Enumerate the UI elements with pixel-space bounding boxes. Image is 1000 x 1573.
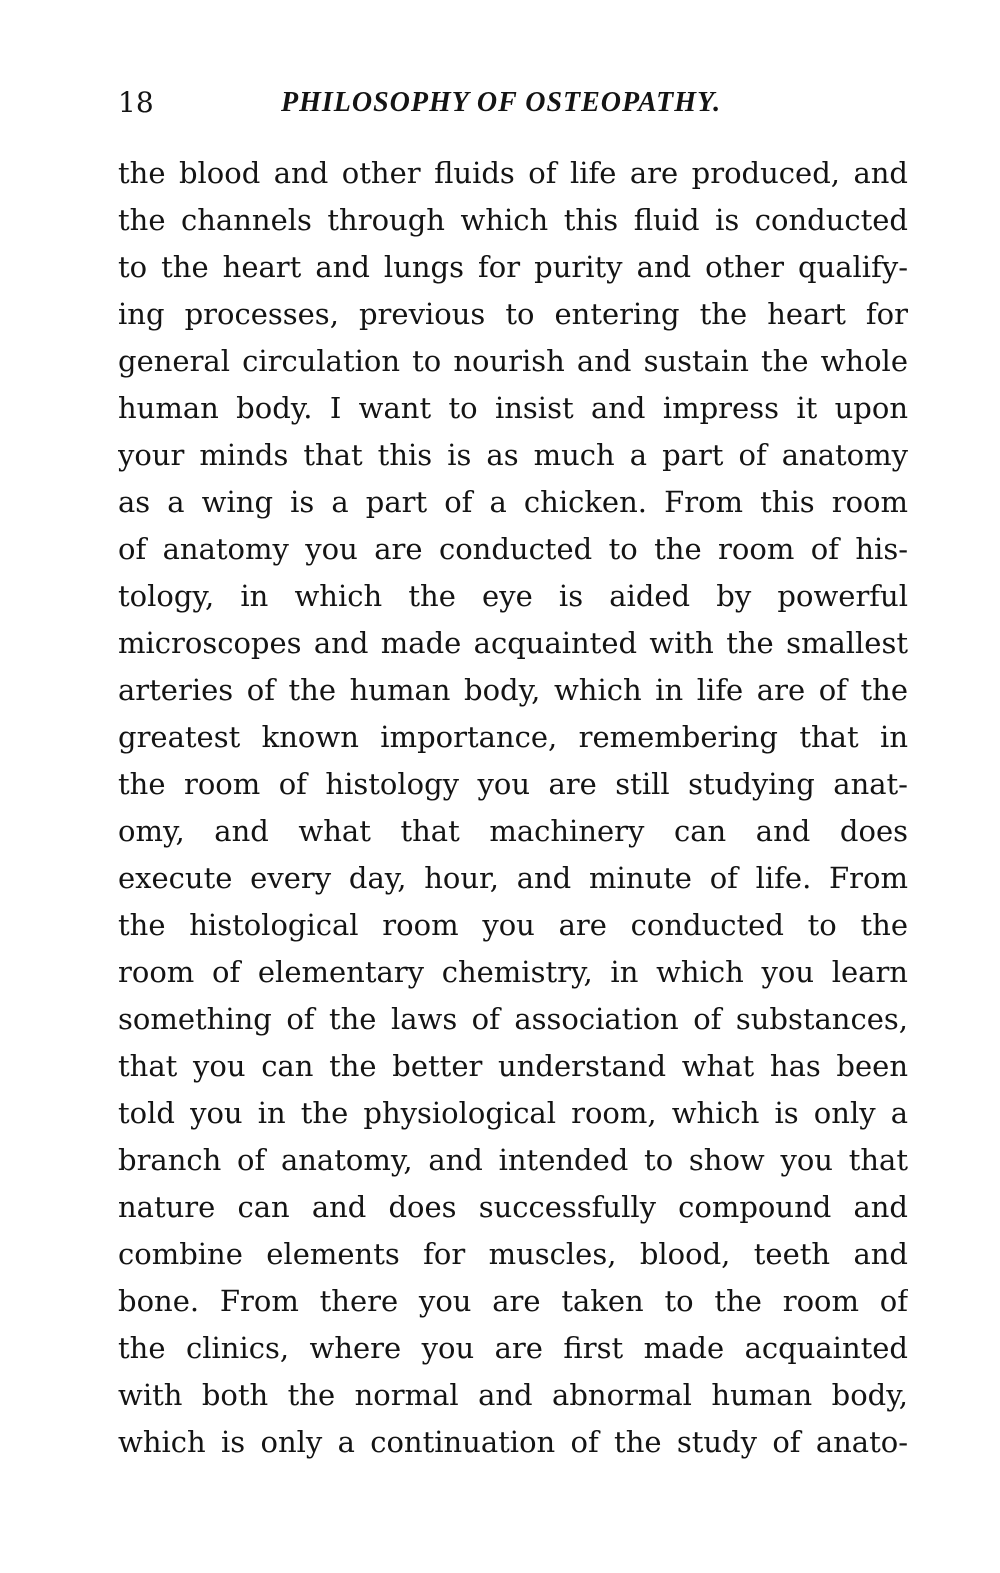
text-line: the channels through which this fluid is conducted bbox=[118, 203, 908, 237]
text-line: to the heart and lungs for purity and other qualify- bbox=[118, 250, 908, 284]
text-line: with both the normal and abnormal human body, bbox=[118, 1378, 908, 1412]
text-line: the blood and other fluids of life are produced, and bbox=[118, 156, 908, 190]
body-text bbox=[118, 150, 908, 1466]
text-line: as a wing is a part of a chicken. From this room bbox=[118, 485, 908, 519]
text-line: execute every day, hour, and minute of life. From bbox=[118, 861, 908, 895]
text-line: told you in the physiological room, which is only a bbox=[118, 1096, 908, 1130]
running-title: PHILOSOPHY OF OSTEOPATHY. bbox=[281, 87, 722, 118]
text-line: your minds that this is as much a part of anatomy bbox=[118, 438, 908, 472]
text-line: the histological room you are conducted to the bbox=[118, 908, 908, 942]
text-line: general circulation to nourish and sustain the whole bbox=[118, 344, 908, 378]
text-line: the room of histology you are still studying anat- bbox=[118, 767, 908, 801]
text-line: tology, in which the eye is aided by powerful bbox=[118, 579, 908, 613]
running-head bbox=[118, 83, 908, 123]
text-line: something of the laws of association of substances, bbox=[118, 1002, 908, 1036]
text-line: nature can and does successfully compound and bbox=[118, 1190, 908, 1224]
text-line: omy, and what that machinery can and does bbox=[118, 814, 908, 848]
text-line: combine elements for muscles, blood, teeth and bbox=[118, 1237, 908, 1271]
text-line: greatest known importance, remembering that in bbox=[118, 720, 908, 754]
text-line: microscopes and made acquainted with the smallest bbox=[118, 626, 908, 660]
text-line: that you can the better understand what has been bbox=[118, 1049, 908, 1083]
text-line: room of elementary chemistry, in which you learn bbox=[118, 955, 908, 989]
page-number: 18 bbox=[118, 86, 154, 119]
text-line: human body. I want to insist and impress it upon bbox=[118, 391, 908, 425]
text-line: the clinics, where you are first made acquainted bbox=[118, 1331, 908, 1365]
text-line: ing processes, previous to entering the heart for bbox=[118, 297, 908, 331]
text-line: of anatomy you are conducted to the room of his- bbox=[118, 532, 908, 566]
text-line: branch of anatomy, and intended to show you that bbox=[118, 1143, 908, 1177]
text-line: arteries of the human body, which in life are of the bbox=[118, 673, 908, 707]
text-line: bone. From there you are taken to the room of bbox=[118, 1284, 908, 1318]
text-line: which is only a continuation of the study of anato- bbox=[118, 1425, 908, 1459]
